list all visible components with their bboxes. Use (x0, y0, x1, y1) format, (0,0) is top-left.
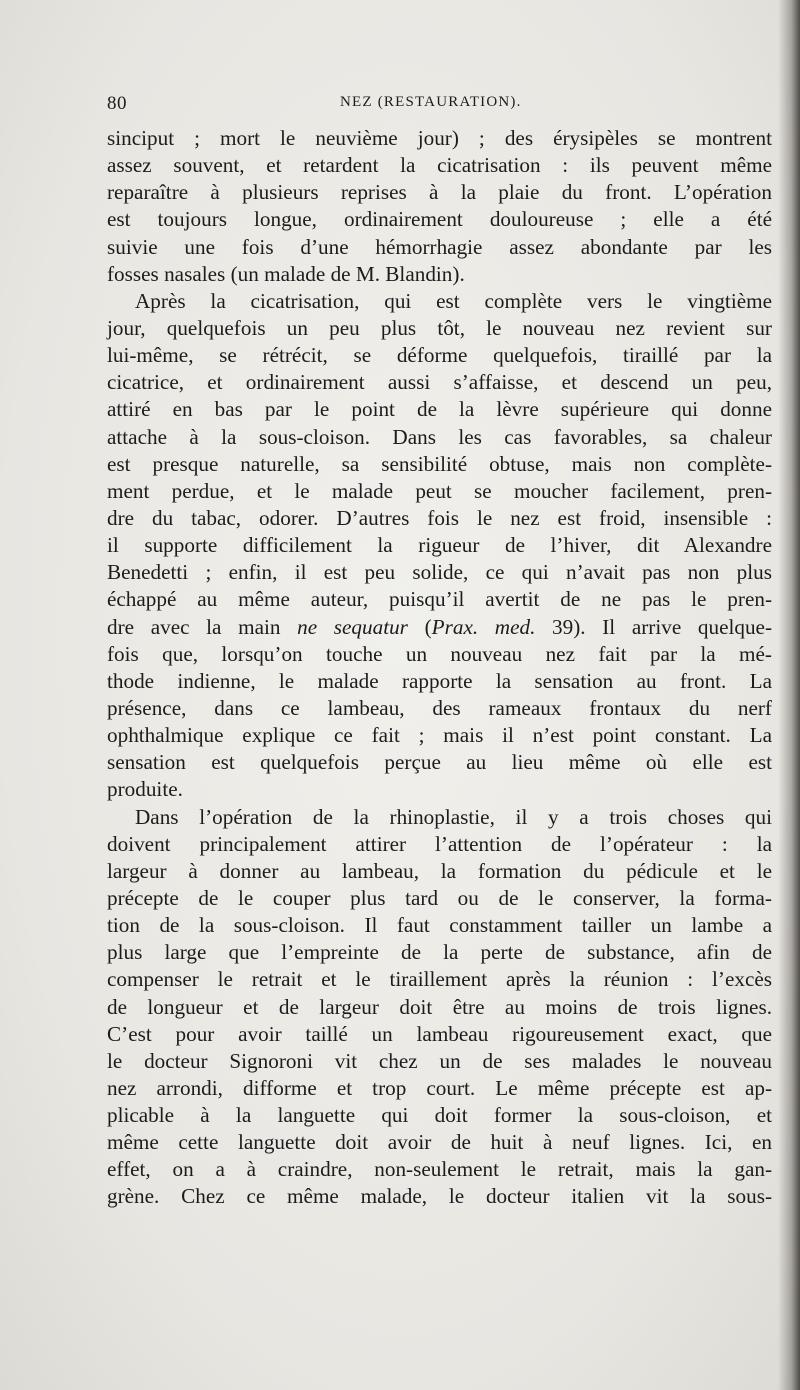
text-line: reparaître à plusieurs reprises à la plaie du front. L’opération (107, 180, 772, 205)
body-text (107, 125, 772, 1211)
text-line: est presque naturelle, sa sensibilité obtuse, mais non complète- (107, 451, 772, 476)
text-line: nez arrondi, difforme et trop court. Le même précepte est ap- (107, 1075, 772, 1100)
text-line: thode indienne, le malade rapporte la sensation au front. La (107, 668, 772, 693)
text-line: assez souvent, et retardent la cicatrisation : ils peuvent même (107, 153, 772, 178)
text-line: fosses nasales (un malade de M. Blandin). (107, 261, 465, 286)
text-line: compenser le retrait et le tiraillement après la réunion : l’excès (107, 967, 772, 992)
text-line: plicable à la languette qui doit former la sous-cloison, et (107, 1103, 772, 1128)
citation-source: Prax. med. (431, 614, 536, 639)
text-line: grène. Chez ce même malade, le docteur italien vit la sous- (107, 1184, 772, 1209)
text-line: lui-même, se rétrécit, se déforme quelquefois, tiraillé par la (107, 343, 772, 368)
text-line: suivie une fois d’une hémorrhagie assez abondante par les (107, 234, 772, 259)
text-line: sensation est quelquefois perçue au lieu même où elle est (107, 750, 772, 775)
page-number: 80 (107, 93, 127, 114)
text-line: de longueur et de largeur doit être au moins de trois lignes. (107, 994, 772, 1019)
text-line: ment perdue, et le malade peut se moucher facilement, pren- (107, 478, 772, 503)
text-line: doivent principalement attirer l’attention de l’opérateur : la (107, 831, 772, 856)
text-line: précepte de le couper plus tard ou de le conserver, la forma- (107, 885, 772, 910)
text-line: échappé au même auteur, puisqu’il avertit de ne pas le pren- (107, 587, 772, 612)
text-line: tion de la sous-cloison. Il faut constamment tailler un lambe a (107, 913, 772, 938)
text-line: le docteur Signoroni vit chez un de ses malades le nouveau (107, 1048, 772, 1073)
text-line: ophthalmique explique ce fait ; mais il n’est point constant. La (107, 723, 772, 748)
text-line: produite. (107, 777, 183, 802)
running-title: NEZ (RESTAURATION). (340, 94, 522, 110)
text-line: fois que, lorsqu’on touche un nouveau nez fait par la mé- (107, 641, 772, 666)
text-line: présence, dans ce lambeau, des rameaux frontaux du nerf (107, 695, 772, 720)
latin-citation: ne sequatur (297, 614, 408, 639)
text-line: C’est pour avoir taillé un lambeau rigoureusement exact, que (107, 1021, 772, 1046)
text-line: jour, quelquefois un peu plus tôt, le nouveau nez revient sur (107, 315, 772, 340)
text-line: attiré en bas par le point de la lèvre supérieure qui donne (107, 397, 772, 422)
text-line: Dans l’opération de la rhinoplastie, il y a trois choses qui (135, 804, 772, 829)
text-line: est toujours longue, ordinairement douloureuse ; elle a été (107, 207, 772, 232)
text-line: il supporte difficilement la rigueur de l’hiver, dit Alexandre (107, 533, 772, 558)
text-line: attache à la sous-cloison. Dans les cas favorables, sa chaleur (107, 424, 772, 449)
text-line: dre du tabac, odorer. D’autres fois le nez est froid, insensible : (107, 505, 772, 530)
text-line: sinciput ; mort le neuvième jour) ; des érysipèles se montrent (107, 126, 772, 150)
text-line: largeur à donner au lambeau, la formation du pédicule et le (107, 858, 772, 883)
text-line: Après la cicatrisation, qui est complète vers le vingtième (135, 288, 772, 313)
text-line: même cette languette doit avoir de huit à neuf lignes. Ici, en (107, 1130, 772, 1155)
text-line: dre avec la main ne sequatur (Prax. med. 39). Il arrive quelque- (107, 614, 773, 639)
running-head (107, 93, 772, 117)
text-line: cicatrice, et ordinairement aussi s’affaisse, et descend un peu, (107, 370, 772, 395)
page-edge-shadow (778, 0, 800, 1390)
text-line: Benedetti ; enfin, il est peu solide, ce qui n’avait pas non plus (107, 560, 772, 585)
text-line: effet, on a à craindre, non-seulement le retrait, mais la gan- (107, 1157, 772, 1182)
text-line: plus large que l’empreinte de la perte de substance, afin de (107, 940, 772, 965)
